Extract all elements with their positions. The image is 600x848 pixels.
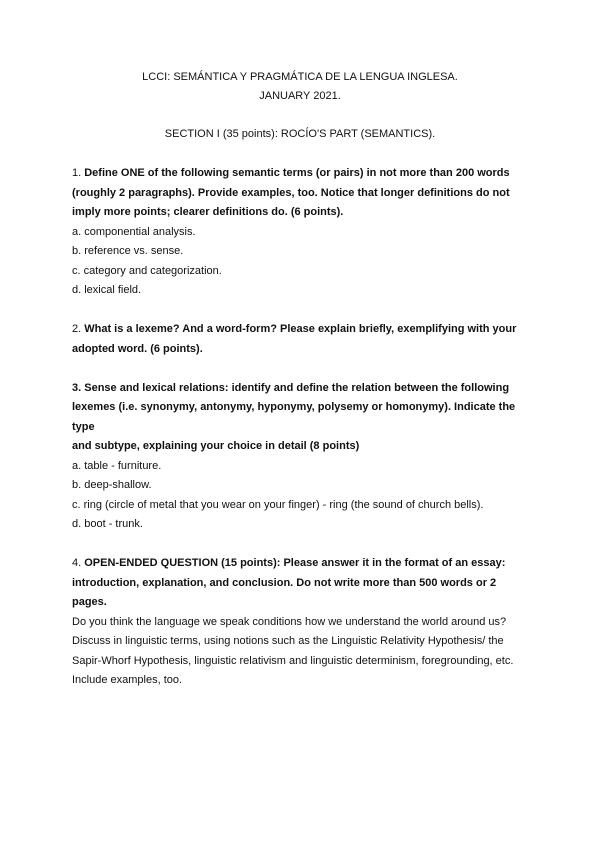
question-1 [72,164,527,223]
question-4-text: OPEN-ENDED QUESTION (15 points): Please answer it in the format of an essay: introduction, explanation, and conclusion. Do not write more than 500 words or 2 pages. [72,557,506,608]
question-4-number: 4. [72,557,85,569]
question-1-option-a: a. componential analysis. [72,225,196,238]
question-2 [72,320,527,359]
question-4 [72,554,527,613]
question-3-option-b: b. deep-shallow. [72,479,152,491]
questions [72,164,527,691]
question-3-option-a: a. table - furniture. [72,459,162,472]
question-3-option-c: c. ring (circle of metal that you wear on your finger) - ring (the sound of church bells). [72,498,484,511]
question-1-option-d: d. lexical field. [72,284,142,296]
question-2-text: What is a lexeme? And a word-form? Please explain briefly, exemplifying with your adopted word. (6 points). [72,323,517,355]
question-1-option-b: b. reference vs. sense. [72,245,184,257]
exam-date: JANUARY 2021. [259,90,341,102]
question-1-option-c: c. category and categorization. [72,264,222,277]
question-3-option-d: d. boot - trunk. [72,518,143,530]
question-1-text: Define ONE of the following semantic terms (or pairs) in not more than 200 words (roughly 2 paragraphs). Provide examples, too. Notice that longer definitions do not imply more points; clearer definitions do. (6 points). [72,167,510,218]
question-3-text: Sense and lexical relations: identify and define the relation between the following lexemes (i.e. synonymy, antonymy, hyponymy, polysemy or homonymy). Indicate the type [72,381,516,433]
question-3-number: 3. [72,381,85,394]
question-3 [72,379,527,438]
section-title: SECTION I (35 points): ROCÍO'S PART (SEMANTICS). [164,128,436,140]
question-4-body: Do you think the language we speak conditions how we understand the world around us? Discuss in linguistic terms, using notions such as the Linguistic Relativity Hypothesis/ the Sapir-Whorf Hypothesis, linguistic relativism and linguistic determinism, foregrounding, etc. Include examples, too. [72,615,514,686]
question-1-number: 1. [72,167,85,179]
course-title: LCCI: SEMÁNTICA Y PRAGMÁTICA DE LA LENGUA INGLESA. [142,71,458,83]
question-2-number: 2. [72,323,85,335]
question-3-text-continued: and subtype, explaining your choice in detail (8 points) [72,440,360,452]
